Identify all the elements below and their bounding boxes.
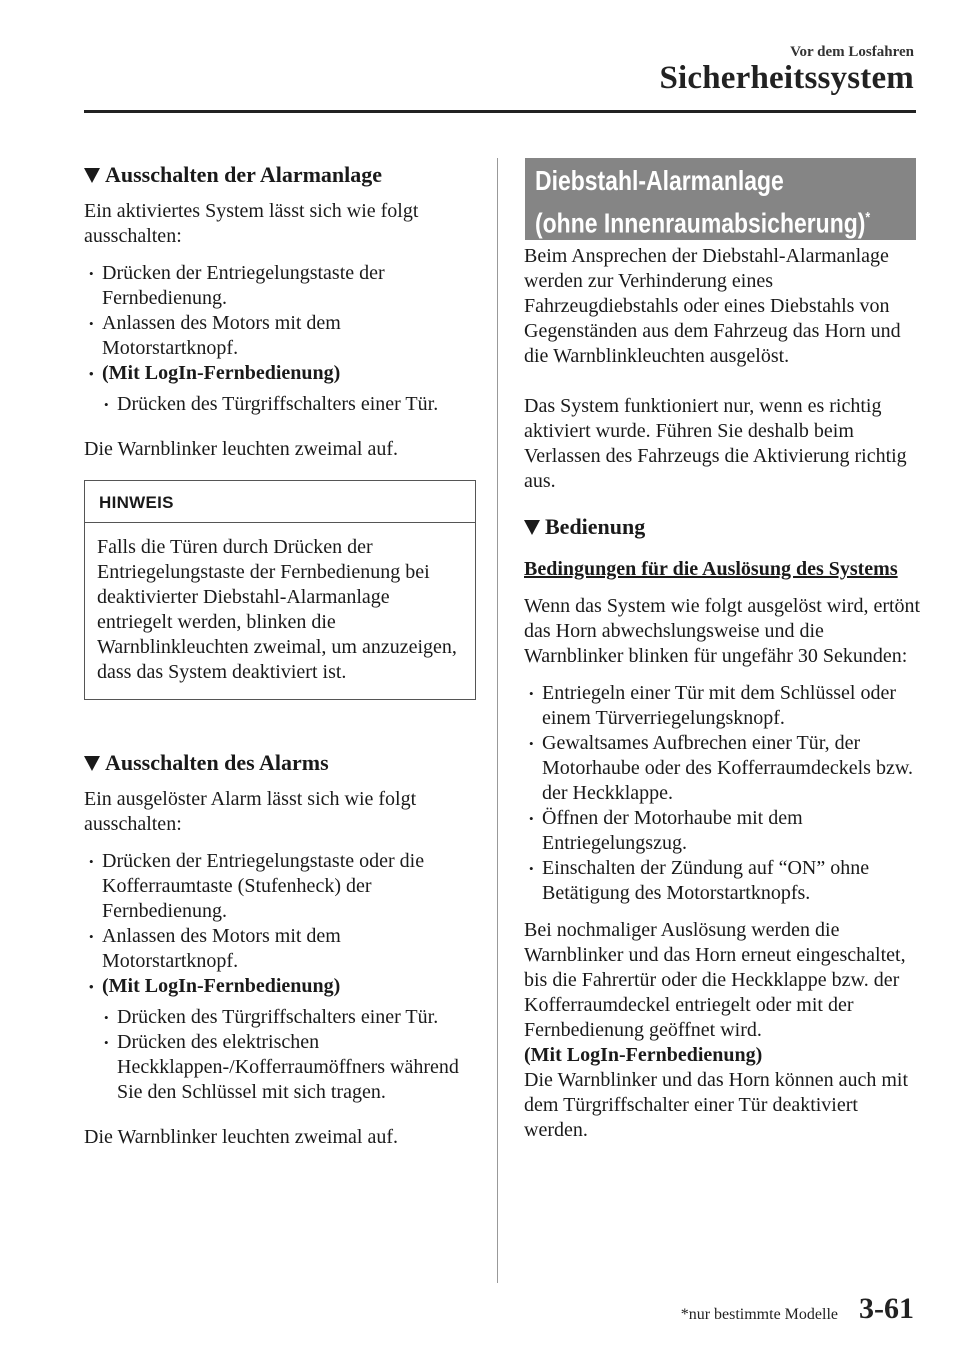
list-item: • Öffnen der Motorhaube mit dem Entriegelungszug. [524, 806, 924, 856]
sub-bullet-list [84, 392, 476, 417]
sub-bullet-list [84, 1005, 476, 1105]
header-section: Vor dem Losfahren [790, 44, 914, 60]
section-heading-alarm-off [84, 162, 476, 187]
paragraph: Die Warnblinker leuchten zweimal auf. [84, 1126, 399, 1148]
paragraph: Die Warnblinker und das Horn können auch mit dem Türgriffschalter einer Tür deaktiviert werden. [524, 1069, 909, 1141]
footnote: *nur bestimmte Modelle [680, 1306, 838, 1323]
paragraph: Ein aktiviertes System lässt sich wie folgt ausschalten: [84, 200, 419, 247]
triangle-down-icon [84, 168, 100, 183]
header-chapter-title: Sicherheitssystem [659, 60, 914, 96]
section-heading-text: Ausschalten des Alarms [105, 750, 329, 775]
column-divider [497, 158, 498, 1283]
paragraph: Beim Ansprechen der Diebstahl-Alarmanlage werden zur Verhinderung eines Fahrzeugdiebstahls oder eines Diebstahls von Gegenständen aus dem Fahrzeug das Horn und die Warnblinkleuchten ausgelöst. [524, 245, 901, 367]
banner-line-2 [535, 199, 871, 241]
right-column [524, 244, 924, 1143]
section-heading-operation [524, 514, 924, 539]
list-item: • Anlassen des Motors mit dem Motorstartknopf. [84, 924, 476, 974]
subheading: Bedingungen für die Auslösung des Systems [524, 558, 898, 580]
paragraph: Wenn das System wie folgt ausgelöst wird, ertönt das Horn abwechslungsweise und die Warnblinker blinken für ungefähr 30 Sekunden: [524, 595, 921, 667]
header-rule [84, 110, 916, 113]
list-item-login: • (Mit LogIn-Fernbedienung) [84, 974, 476, 999]
list-item-login: • (Mit LogIn-Fernbedienung) [84, 361, 476, 386]
list-item: • Drücken der Entriegelungstaste der Fernbedienung. [84, 261, 476, 311]
bullet-list [84, 261, 476, 386]
list-item: • Einschalten der Zündung auf “ON” ohne Betätigung des Motorstartknopfs. [524, 856, 924, 906]
triangle-down-icon [84, 756, 100, 771]
section-heading-text: Bedienung [545, 514, 646, 539]
paragraph: Bei nochmaliger Auslösung werden die Warnblinker und das Horn erneut eingeschaltet, bis die Fahrertür oder die Heckklappe bzw. der Kofferraumdeckel entriegelt oder mit der Fernbedienung geöffnet wird. [524, 919, 906, 1041]
paragraph: Ein ausgelöster Alarm lässt sich wie folgt ausschalten: [84, 788, 417, 835]
list-item: • Drücken des Türgriffschalters einer Tür. [84, 1005, 476, 1030]
banner-line-2-text: (ohne Innenraumabsicherung) [535, 207, 866, 239]
list-item: • Drücken des Türgriffschalters einer Tür. [84, 392, 476, 417]
paragraph: Das System funktioniert nur, wenn es richtig aktiviert wurde. Führen Sie deshalb beim Verlassen des Fahrzeugs die Aktivierung richtig aus. [524, 395, 907, 492]
note-text: Falls die Türen durch Drücken der Entriegelungstaste der Fernbedienung bei deaktivierter Diebstahl-Alarmanlage entriegelt werden, blinken die Warnblinkleuchten zweimal, um anzuzeigen, dass das System deaktiviert ist. [97, 536, 457, 683]
section-heading-alarm-stop [84, 750, 476, 775]
section-heading-text: Ausschalten der Alarmanlage [105, 162, 383, 187]
footnote-mark: * [865, 209, 871, 226]
note-title: HINWEIS [85, 481, 475, 523]
section-banner [525, 158, 916, 240]
list-item: • Gewaltsames Aufbrechen einer Tür, der Motorhaube oder des Kofferraumdeckels bzw. der Heckklappe. [524, 731, 924, 806]
list-item: • Entriegeln einer Tür mit dem Schlüssel oder einem Türverriegelungsknopf. [524, 681, 924, 731]
list-item: • Anlassen des Motors mit dem Motorstartknopf. [84, 311, 476, 361]
triangle-down-icon [524, 520, 540, 535]
paragraph: Die Warnblinker leuchten zweimal auf. [84, 438, 399, 460]
login-label: (Mit LogIn-Fernbedienung) [524, 1044, 763, 1066]
note-box [84, 480, 476, 700]
list-item: • Drücken des elektrischen Heckklappen-/Kofferraumöffners während Sie den Schlüssel mit sich tragen. [84, 1030, 476, 1105]
banner-line-1: Diebstahl-Alarmanlage [535, 165, 784, 196]
list-item: • Drücken der Entriegelungstaste oder die Kofferraumtaste (Stufenheck) der Fernbedienung. [84, 849, 476, 924]
left-column [84, 162, 476, 1150]
bullet-list [84, 849, 476, 999]
bullet-list [524, 681, 924, 906]
page-number: 3-61 [859, 1292, 914, 1325]
